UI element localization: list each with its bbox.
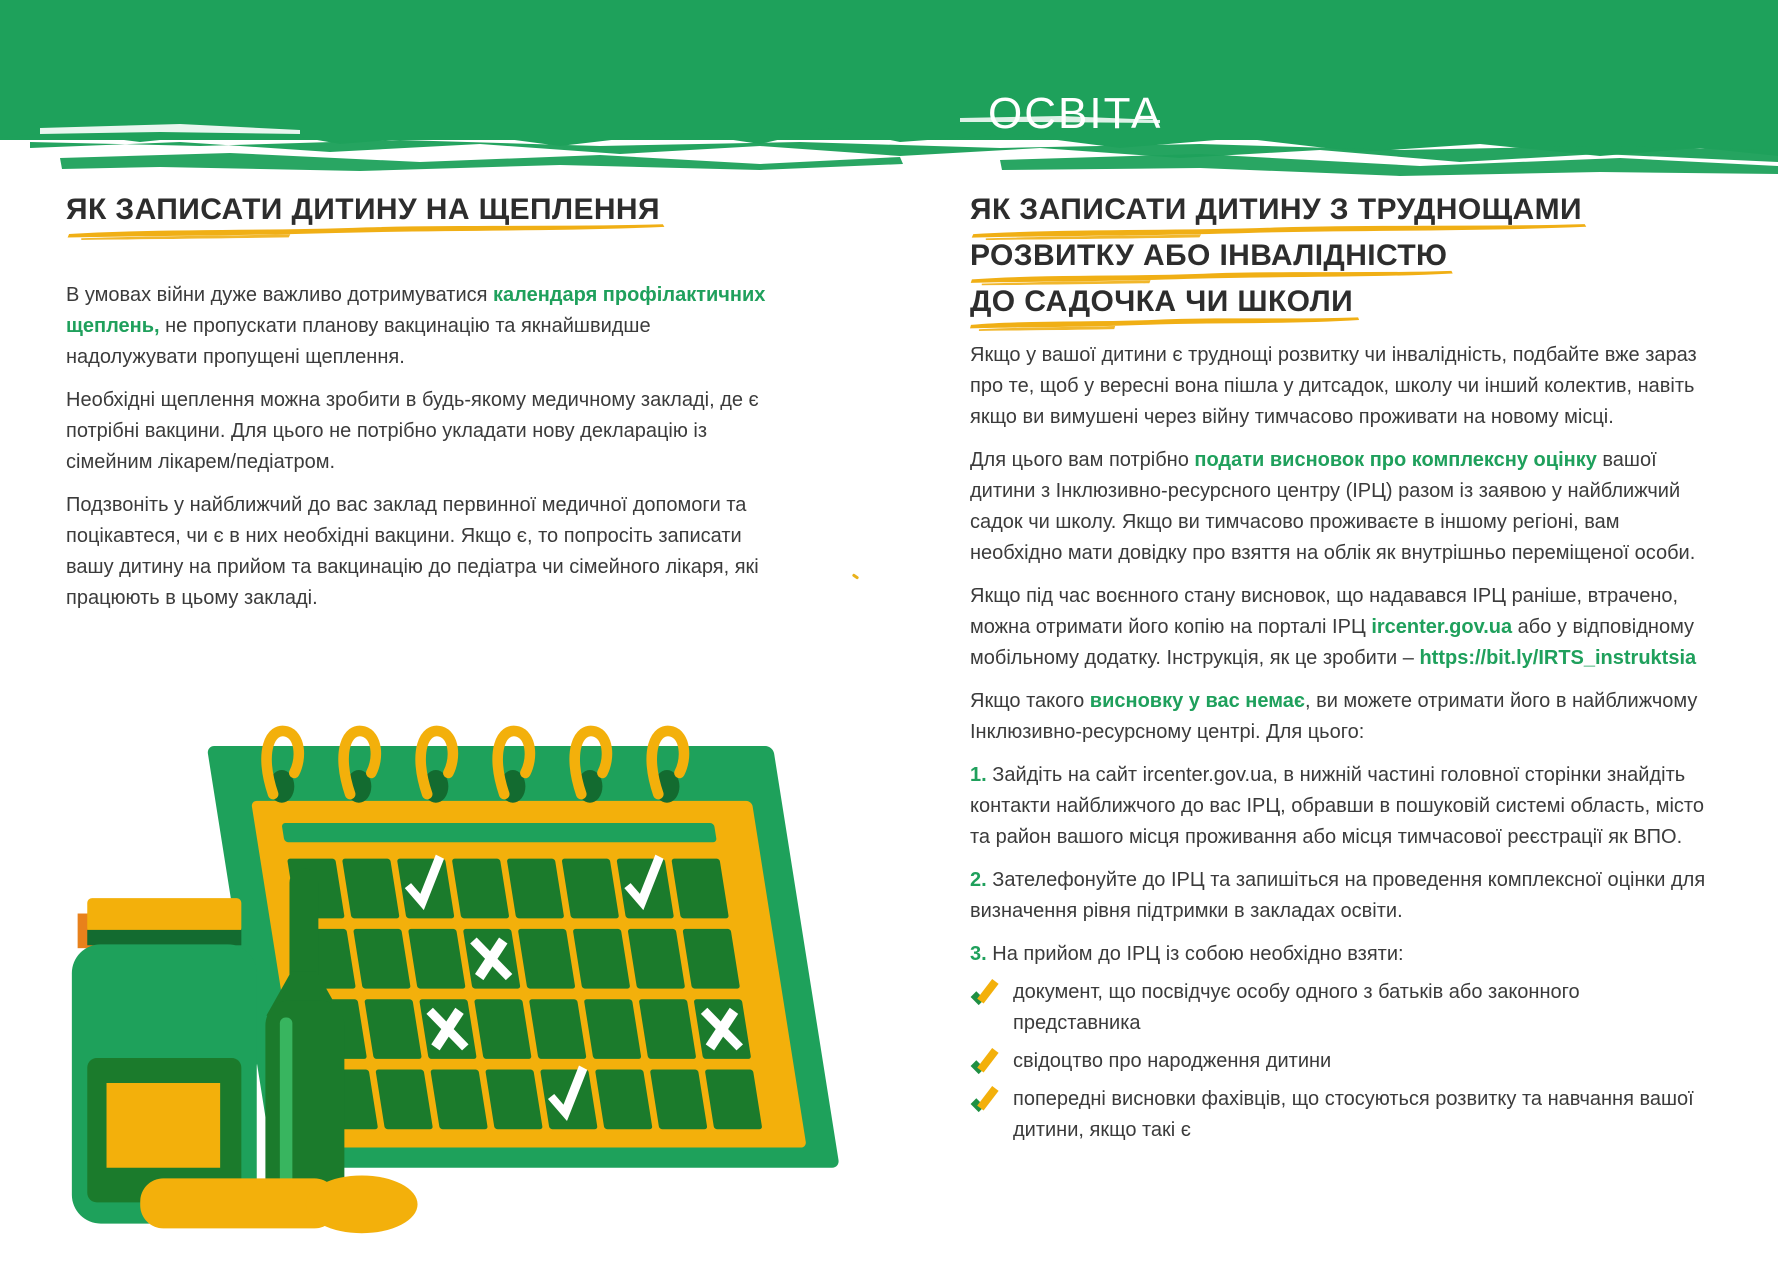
right-column [970,192,1712,1249]
calendar-cell [573,929,631,989]
right-paragraph-1: Якщо у вашої дитини є труднощі розвитку чи інвалідність, подбайте вже зараз про те, щоб у вересні вона пішла у дитсадок, школу чи інший колектив, навіть якщо ви вимушені через війну тимчасово проживати на новому місці. [970,344,1697,428]
text-run: В умовах війни дуже важливо дотримуватися [66,284,494,306]
calendar-cell [529,999,587,1059]
step-number: 1. [970,764,987,786]
accent-text: подати висновок про комплексну оцінку [1194,449,1597,471]
checklist-item-3 [970,1084,1712,1146]
text-run: не пропускати планову вакцинацію та якнайшвидше надолужувати пропущені щеплення. [66,315,651,368]
right-paragraph-4 [970,686,1712,748]
step-number: 3. [970,943,987,965]
accent-text: висновку у вас немає [1089,690,1305,712]
header-band [0,0,1778,180]
calendar-cell [639,999,697,1059]
left-heading-text: ЯК ЗАПИСАТИ ДИТИНУ НА ЩЕПЛЕННЯ [66,193,660,226]
calendar-illustration [68,709,848,1249]
text-run: , ви можете отримати його в найближчому Інклюзивно-ресурсному центрі. Для цього: [970,690,1698,743]
calendar-cell [408,929,466,989]
calendar-cell [507,859,565,919]
calendar-cell [628,929,686,989]
right-heading [970,192,1712,330]
checklist-item-2 [970,1046,1712,1077]
medicine-jar-icon [72,898,257,1223]
calendar-cell [353,929,411,989]
content [0,180,1778,1249]
text-run: Для цього вам потрібно [970,449,1195,471]
calendar-cell [342,859,400,919]
calendar-cell [584,999,642,1059]
step-1 [970,760,1712,853]
step-text: Зателефонуйте до ІРЦ та запишіться на проведення комплексної оцінки для визначення рівня підтримки в закладах освіти. [970,869,1706,922]
step-2 [970,865,1712,927]
right-heading-text-3: ДО САДОЧКА ЧИ ШКОЛИ [970,285,1354,318]
calendar-cell [595,1070,653,1130]
text-run: вашої дитини з Інклюзивно-ресурсного центру (ІРЦ) разом із заявою у найближчий садок чи школу. Якщо ви тимчасово проживаєте в іншому регіоні, вам необхідно мати довідку про взяття на облік як внутрішньо переміщеної особи. [970,449,1696,564]
left-paragraph-2: Необхідні щеплення можна зробити в будь-якому медичному закладі, де є потрібні вакцини. Для цього не потрібно укладати нову декларацію із сімейним лікарем/педіатром. [66,389,759,473]
accent-text: календаря профілактичних щеплень, [66,284,766,337]
right-heading-text-1: ЯК ЗАПИСАТИ ДИТИНУ З ТРУДНОЩАМИ [970,193,1582,226]
left-paragraph-3: Подзвоніть у найближчий до вас заклад первинної медичної допомоги та поцікавтеся, чи є в них необхідні вакцини. Якщо є, то попросіть записати вашу дитину на прийом та вакцинацію до педіатра чи сімейного лікаря, які працюють в цьому закладі. [66,494,759,609]
left-column [66,192,766,1249]
checklist-text: документ, що посвідчує особу одного з батьків або законного представника [1013,981,1580,1034]
left-paragraph-1 [66,280,766,373]
check-icon [970,1085,1000,1115]
calendar-cell [650,1070,708,1130]
calendar-cell [671,859,729,919]
ircenter-link[interactable]: ircenter.gov.ua [1371,616,1513,638]
step-3 [970,939,1712,970]
check-icon [970,978,1000,1008]
checklist-text: свідоцтво про народження дитини [1013,1050,1332,1072]
calendar-cell [474,999,532,1059]
right-heading-line-2 [970,238,1447,274]
calendar-cell [518,929,576,989]
step-number: 2. [970,869,987,891]
right-heading-text-2: РОЗВИТКУ АБО ІНВАЛІДНІСТЮ [970,239,1448,272]
yellow-brush-underline [967,313,1362,331]
calendar-cell [452,859,510,919]
right-heading-line-1 [970,192,1582,228]
right-paragraph-2 [970,445,1712,569]
check-icon [970,1047,1000,1077]
calendar-cell [364,999,422,1059]
page-title: ОСВІТА [988,89,1163,138]
text-run: Якщо такого [970,690,1090,712]
step-text: На прийом до ІРЦ із собою необхідно взяти: [986,943,1404,965]
calendar-cell [562,859,620,919]
green-brush-band [0,0,1778,180]
calendar-cell [682,929,740,989]
step-text: Зайдіть на сайт ircenter.gov.ua, в нижній частині головної сторінки знайдіть контакти найближчого до вас ІРЦ, обравши в пошуковій системі область, місто та район вашого місця проживання або місця тимчасової реєстрації як ВПО. [970,764,1704,848]
right-heading-line-3 [970,284,1353,320]
calendar-cell [430,1070,488,1130]
checklist-item-1 [970,977,1712,1039]
calendar-cell [485,1070,543,1130]
checklist-text: попередні висновки фахівців, що стосуються розвитку та навчання вашої дитини, якщо такі є [1013,1088,1694,1141]
calendar-cell [375,1070,433,1130]
calendar-cell [705,1070,763,1130]
text-run: Якщо під час воєнного стану висновок, що надавався ІРЦ раніше, втрачено, можна отримати його копію на порталі ІРЦ [970,585,1679,638]
calendar-illustration-svg [68,709,848,1249]
instruction-link[interactable]: https://bit.ly/IRTS_instruktsia [1419,647,1697,669]
left-heading [66,192,660,228]
text-run: або у відповідному мобільному додатку. Інструкція, як це зробити – [970,616,1695,669]
spoon-icon [140,1175,417,1233]
right-paragraph-3 [970,581,1712,674]
